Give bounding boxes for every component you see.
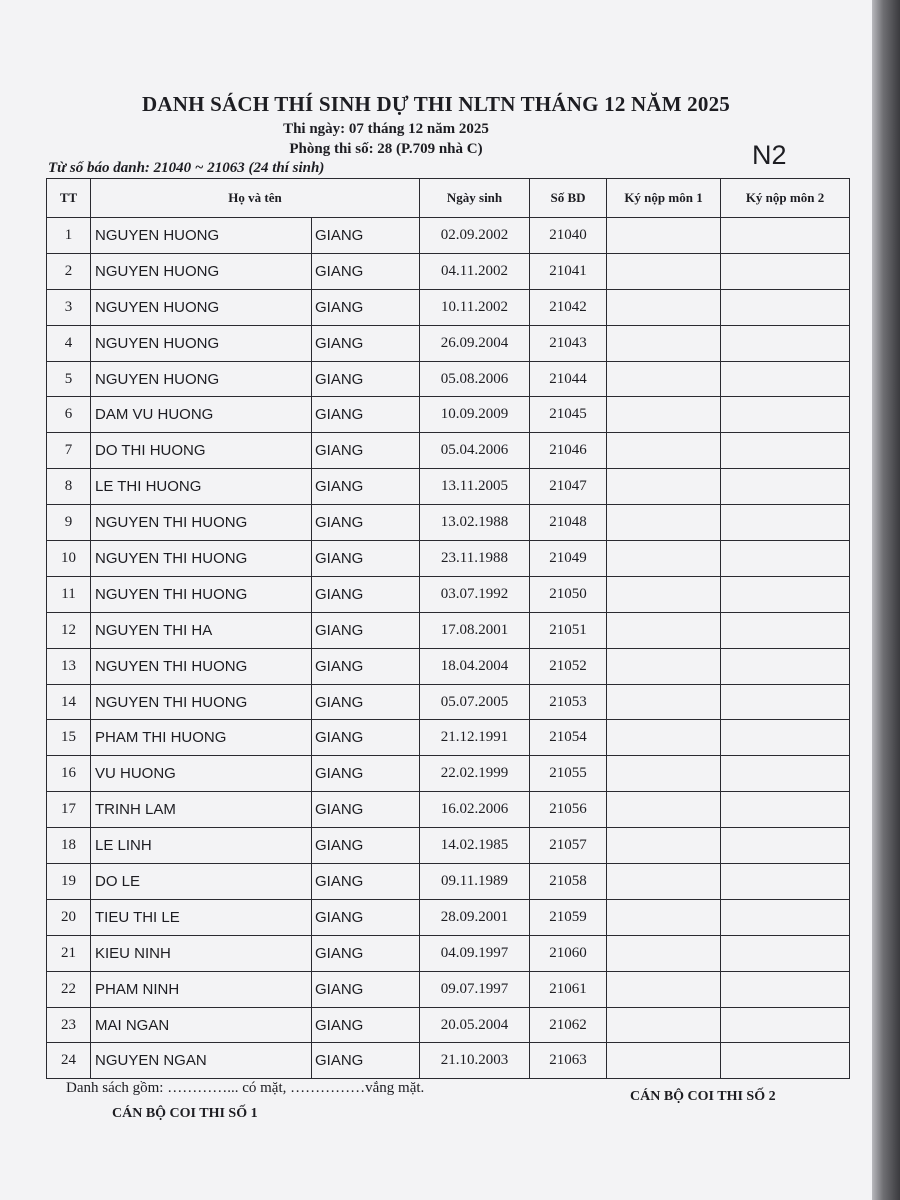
table-row [47,325,850,361]
date-of-birth: 10.11.2002 [420,289,530,325]
document-title: DANH SÁCH THÍ SINH DỰ THI NLTN THÁNG 12 NĂM 2025 [142,92,730,116]
family-middle-name: NGUYEN HUONG [91,325,312,361]
date-of-birth: 02.09.2002 [420,218,530,254]
given-name: GIANG [312,792,420,828]
table-row [47,899,850,935]
signature-cell-subject-1[interactable] [607,361,721,397]
signature-cell-subject-2[interactable] [721,612,850,648]
date-of-birth: 26.09.2004 [420,325,530,361]
date-of-birth: 18.04.2004 [420,648,530,684]
candidate-number: 21051 [530,612,607,648]
row-number: 24 [47,1043,91,1079]
candidate-number: 21052 [530,648,607,684]
table-row [47,684,850,720]
header-sbd: Số BD [530,179,607,218]
candidate-number: 21040 [530,218,607,254]
signature-cell-subject-1[interactable] [607,1007,721,1043]
given-name: GIANG [312,361,420,397]
given-name: GIANG [312,253,420,289]
given-name: GIANG [312,218,420,254]
signature-cell-subject-1[interactable] [607,289,721,325]
family-middle-name: NGUYEN NGAN [91,1043,312,1079]
table-row [47,541,850,577]
signature-cell-subject-1[interactable] [607,935,721,971]
date-of-birth: 21.12.1991 [420,720,530,756]
row-number: 8 [47,469,91,505]
candidate-number: 21043 [530,325,607,361]
row-number: 13 [47,648,91,684]
row-number: 9 [47,505,91,541]
candidate-number: 21055 [530,756,607,792]
family-middle-name: NGUYEN THI HUONG [91,541,312,577]
given-name: GIANG [312,505,420,541]
candidate-number: 21057 [530,828,607,864]
candidate-number: 21059 [530,899,607,935]
family-middle-name: LE THI HUONG [91,469,312,505]
row-number: 10 [47,541,91,577]
family-middle-name: NGUYEN HUONG [91,289,312,325]
candidate-number: 21044 [530,361,607,397]
table-row [47,792,850,828]
family-middle-name: TIEU THI LE [91,899,312,935]
table-row [47,397,850,433]
table-row [47,1007,850,1043]
date-of-birth: 04.09.1997 [420,935,530,971]
row-number: 12 [47,612,91,648]
signature-cell-subject-2[interactable] [721,899,850,935]
signature-cell-subject-2[interactable] [721,325,850,361]
attendance-summary: Danh sách gồm: …………... có mặt, ……………vắng mặt. [66,1080,425,1096]
date-of-birth: 03.07.1992 [420,576,530,612]
signature-cell-subject-2[interactable] [721,935,850,971]
table-row [47,576,850,612]
candidate-number: 21045 [530,397,607,433]
row-number: 20 [47,899,91,935]
date-of-birth: 13.02.1988 [420,505,530,541]
signature-cell-subject-1[interactable] [607,648,721,684]
signature-cell-subject-2[interactable] [721,971,850,1007]
row-number: 23 [47,1007,91,1043]
candidate-number: 21042 [530,289,607,325]
row-number: 19 [47,864,91,900]
signature-cell-subject-2[interactable] [721,864,850,900]
signature-cell-subject-1[interactable] [607,433,721,469]
date-of-birth: 05.08.2006 [420,361,530,397]
family-middle-name: NGUYEN THI HUONG [91,505,312,541]
given-name: GIANG [312,1043,420,1079]
family-middle-name: NGUYEN HUONG [91,253,312,289]
family-middle-name: DO THI HUONG [91,433,312,469]
signature-cell-subject-2[interactable] [721,720,850,756]
signature-cell-subject-1[interactable] [607,756,721,792]
family-middle-name: NGUYEN THI HUONG [91,684,312,720]
table-row [47,756,850,792]
date-of-birth: 23.11.1988 [420,541,530,577]
signature-cell-subject-1[interactable] [607,864,721,900]
exam-date: Thi ngày: 07 tháng 12 năm 2025 [283,121,489,137]
signature-cell-subject-2[interactable] [721,828,850,864]
signature-cell-subject-2[interactable] [721,792,850,828]
family-middle-name: TRINH LAM [91,792,312,828]
given-name: GIANG [312,648,420,684]
signature-cell-subject-1[interactable] [607,505,721,541]
given-name: GIANG [312,541,420,577]
candidate-number: 21053 [530,684,607,720]
family-middle-name: VU HUONG [91,756,312,792]
signature-cell-subject-1[interactable] [607,325,721,361]
signature-cell-subject-2[interactable] [721,361,850,397]
date-of-birth: 04.11.2002 [420,253,530,289]
paper-edge-shadow [872,0,900,1200]
family-middle-name: DO LE [91,864,312,900]
given-name: GIANG [312,971,420,1007]
table-row [47,469,850,505]
given-name: GIANG [312,433,420,469]
date-of-birth: 10.09.2009 [420,397,530,433]
given-name: GIANG [312,612,420,648]
header-dob: Ngày sinh [420,179,530,218]
signature-cell-subject-2[interactable] [721,433,850,469]
candidate-number: 21063 [530,1043,607,1079]
signature-cell-subject-1[interactable] [607,899,721,935]
candidate-number: 21047 [530,469,607,505]
date-of-birth: 17.08.2001 [420,612,530,648]
table-row [47,864,850,900]
header-sign1: Ký nộp môn 1 [607,179,721,218]
candidate-number: 21046 [530,433,607,469]
family-middle-name: PHAM THI HUONG [91,720,312,756]
row-number: 1 [47,218,91,254]
row-number: 14 [47,684,91,720]
row-number: 17 [47,792,91,828]
given-name: GIANG [312,1007,420,1043]
given-name: GIANG [312,289,420,325]
proctor-2-label: CÁN BỘ COI THI SỐ 2 [630,1089,776,1104]
family-middle-name: KIEU NINH [91,935,312,971]
family-middle-name: NGUYEN HUONG [91,218,312,254]
signature-cell-subject-2[interactable] [721,541,850,577]
table-row [47,433,850,469]
given-name: GIANG [312,684,420,720]
row-number: 2 [47,253,91,289]
family-middle-name: DAM VU HUONG [91,397,312,433]
header-name: Họ và tên [91,179,420,218]
header-tt: TT [47,179,91,218]
table-row [47,1043,850,1079]
exam-room: Phòng thi số: 28 (P.709 nhà C) [289,141,483,157]
date-of-birth: 09.11.1989 [420,864,530,900]
given-name: GIANG [312,469,420,505]
signature-cell-subject-2[interactable] [721,684,850,720]
table-row [47,505,850,541]
given-name: GIANG [312,864,420,900]
signature-cell-subject-2[interactable] [721,397,850,433]
row-number: 22 [47,971,91,1007]
candidate-range: Từ số báo danh: 21040 ~ 21063 (24 thí sinh) [48,160,325,176]
given-name: GIANG [312,935,420,971]
header-sign2: Ký nộp môn 2 [721,179,850,218]
signature-cell-subject-1[interactable] [607,1043,721,1079]
signature-cell-subject-1[interactable] [607,253,721,289]
row-number: 18 [47,828,91,864]
given-name: GIANG [312,720,420,756]
date-of-birth: 14.02.1985 [420,828,530,864]
row-number: 7 [47,433,91,469]
candidate-number: 21062 [530,1007,607,1043]
family-middle-name: NGUYEN THI HA [91,612,312,648]
signature-cell-subject-1[interactable] [607,218,721,254]
row-number: 6 [47,397,91,433]
date-of-birth: 28.09.2001 [420,899,530,935]
table-row [47,648,850,684]
date-of-birth: 21.10.2003 [420,1043,530,1079]
signature-cell-subject-1[interactable] [607,684,721,720]
row-number: 11 [47,576,91,612]
signature-cell-subject-1[interactable] [607,720,721,756]
row-number: 3 [47,289,91,325]
date-of-birth: 05.07.2005 [420,684,530,720]
table-row [47,289,850,325]
row-number: 5 [47,361,91,397]
candidate-number: 21050 [530,576,607,612]
signature-cell-subject-1[interactable] [607,469,721,505]
table-row [47,361,850,397]
signature-cell-subject-1[interactable] [607,792,721,828]
date-of-birth: 09.07.1997 [420,971,530,1007]
row-number: 4 [47,325,91,361]
family-middle-name: MAI NGAN [91,1007,312,1043]
signature-cell-subject-2[interactable] [721,505,850,541]
table-row [47,720,850,756]
signature-cell-subject-2[interactable] [721,218,850,254]
signature-cell-subject-2[interactable] [721,1043,850,1079]
candidate-number: 21056 [530,792,607,828]
signature-cell-subject-1[interactable] [607,397,721,433]
given-name: GIANG [312,325,420,361]
signature-cell-subject-2[interactable] [721,289,850,325]
signature-cell-subject-1[interactable] [607,541,721,577]
family-middle-name: NGUYEN THI HUONG [91,648,312,684]
candidate-number: 21049 [530,541,607,577]
table-row [47,971,850,1007]
proctor-1-label: CÁN BỘ COI THI SỐ 1 [112,1106,258,1121]
handwritten-code: N2 [752,140,787,170]
table-row [47,828,850,864]
candidate-number: 21041 [530,253,607,289]
candidate-number: 21060 [530,935,607,971]
signature-cell-subject-1[interactable] [607,612,721,648]
signature-cell-subject-1[interactable] [607,576,721,612]
table-row [47,253,850,289]
candidate-number: 21048 [530,505,607,541]
candidate-number: 21058 [530,864,607,900]
signature-cell-subject-2[interactable] [721,1007,850,1043]
family-middle-name: LE LINH [91,828,312,864]
table-row [47,612,850,648]
given-name: GIANG [312,828,420,864]
family-middle-name: NGUYEN HUONG [91,361,312,397]
given-name: GIANG [312,899,420,935]
candidate-number: 21054 [530,720,607,756]
signature-cell-subject-1[interactable] [607,828,721,864]
given-name: GIANG [312,756,420,792]
family-middle-name: PHAM NINH [91,971,312,1007]
table-row [47,935,850,971]
row-number: 16 [47,756,91,792]
family-middle-name: NGUYEN THI HUONG [91,576,312,612]
date-of-birth: 05.04.2006 [420,433,530,469]
date-of-birth: 22.02.1999 [420,756,530,792]
signature-cell-subject-2[interactable] [721,576,850,612]
date-of-birth: 13.11.2005 [420,469,530,505]
row-number: 15 [47,720,91,756]
date-of-birth: 16.02.2006 [420,792,530,828]
signature-cell-subject-2[interactable] [721,253,850,289]
table-body [47,218,850,1079]
date-of-birth: 20.05.2004 [420,1007,530,1043]
signature-cell-subject-2[interactable] [721,756,850,792]
signature-cell-subject-1[interactable] [607,971,721,1007]
signature-cell-subject-2[interactable] [721,469,850,505]
row-number: 21 [47,935,91,971]
candidate-number: 21061 [530,971,607,1007]
candidate-table [46,178,850,1079]
signature-cell-subject-2[interactable] [721,648,850,684]
given-name: GIANG [312,397,420,433]
table-header-row [47,179,850,218]
table-row [47,218,850,254]
given-name: GIANG [312,576,420,612]
